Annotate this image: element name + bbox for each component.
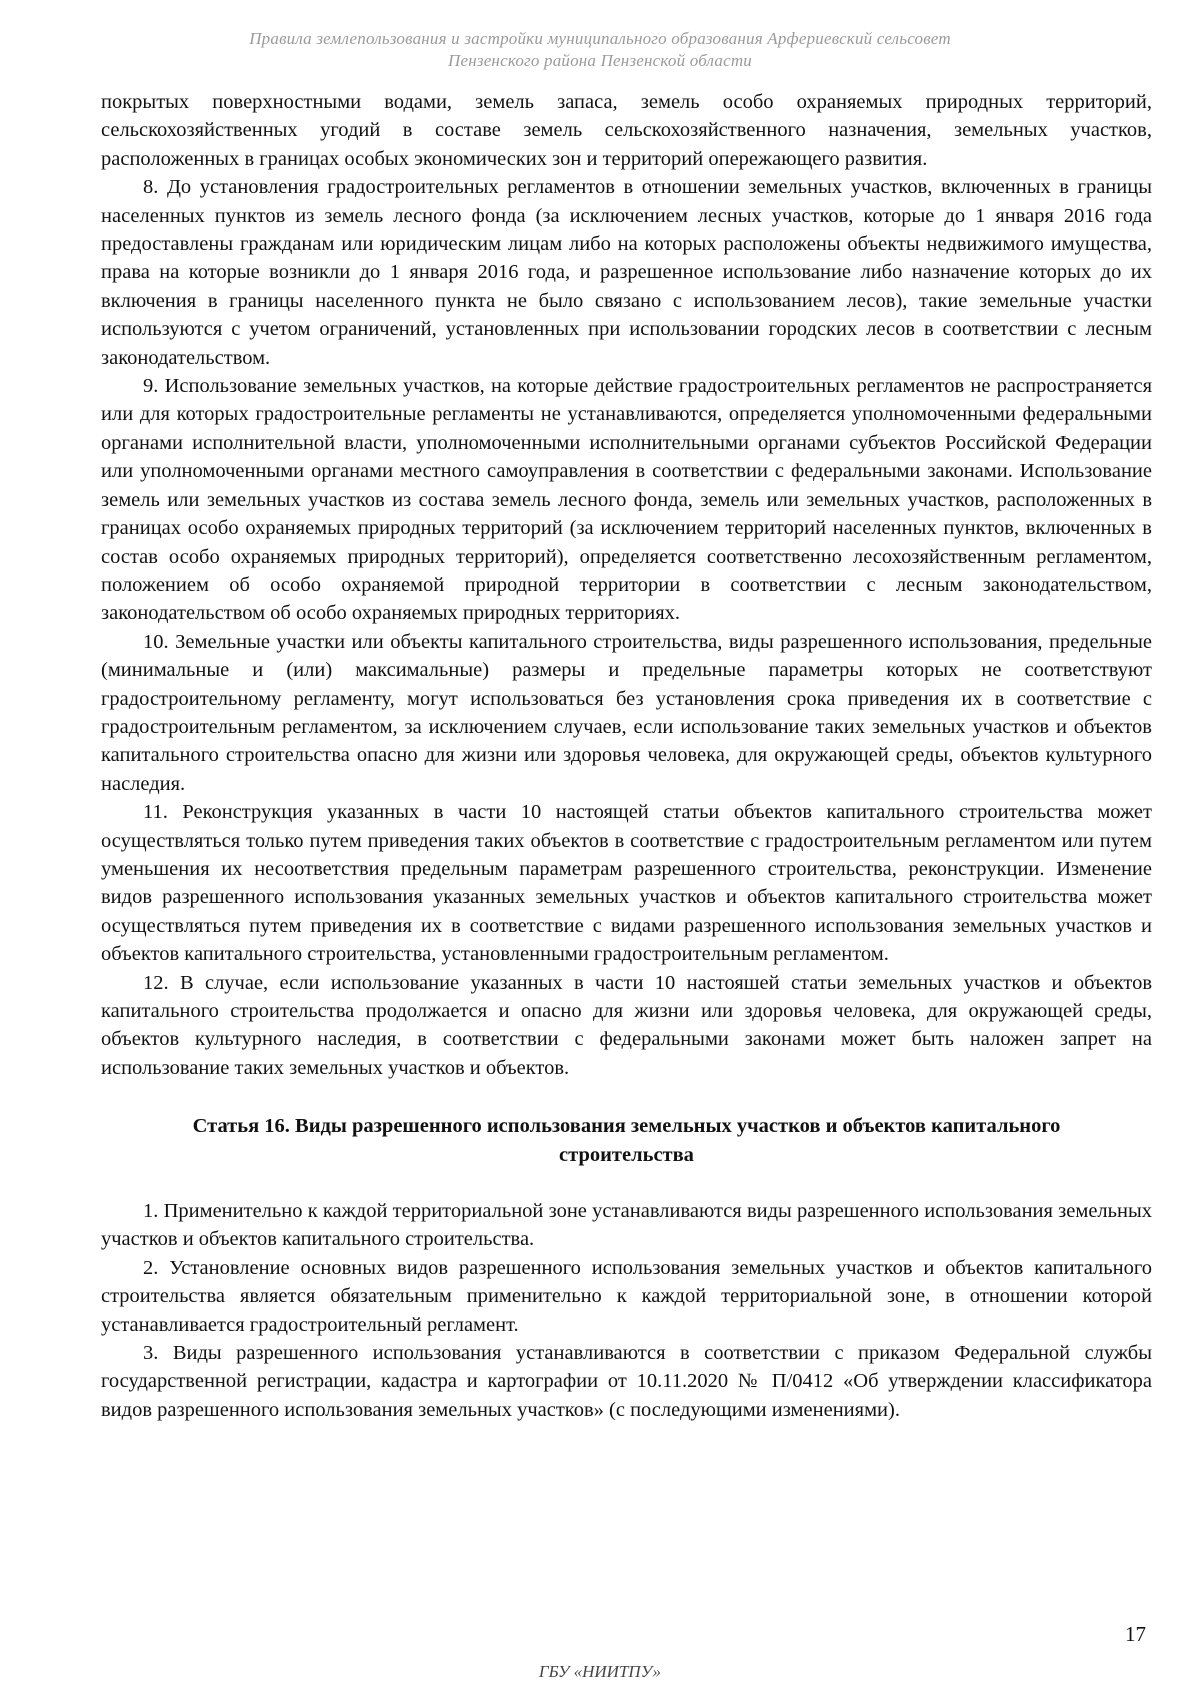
paragraph-10: 10. Земельные участки или объекты капитального строительства, виды разрешенного использования, предельные (минимальные и (или) максимальные) размеры и предельные параметры которых не соответствуют градостроительному регламенту, могут использоваться без установления срока приведения их в соответствие с градостроительным регламентом, за исключением случаев, если использование таких земельных участков и объектов капитального строительства опасно для жизни или здоровья человека, для окружающей среды, объектов культурного наследия. — [101, 630, 1152, 795]
article-16-heading: Статья 16. Виды разрешенного использования земельных участков и объектов капитального строительства — [192, 1115, 1061, 1166]
running-header — [100, 28, 1100, 72]
article-16-paragraph-1: 1. Применительно к каждой территориальной зоне устанавливаются виды разрешенного использования земельных участков и объектов капитального строительства. — [101, 1200, 1152, 1251]
article-16-paragraph-3: 3. Виды разрешенного использования устанавливаются в соответствии с приказом Федеральной службы государственной регистрации, кадастра и картографии от 10.11.2020 № П/0412 «Об утверждении классификатора видов разрешенного использования земельных участков» (с последующими изменениями). — [101, 1342, 1152, 1421]
paragraph-9: 9. Использование земельных участков, на которые действие градостроительных регламентов не распространяется или для которых градостроительные регламенты не устанавливаются, определяется уполномоченными федеральными органами исполнительной власти, уполномоченными исполнительными органами субъектов Российской Федерации или уполномоченными органами местного самоуправления в соответствии с федеральными законами. Использование земель или земельных участков из состава земель лесного фонда, земель или земельных участков, расположенных в границах особо охраняемых природных территорий (за исключением территорий населенных пунктов, включенных в состав особо охраняемых природных территорий), определяется соответственно лесохозяйственным регламентом, положением об особо охраняемой природной территории в соответствии с лесным законодательством, законодательством об особо охраняемых природных территориях. — [101, 375, 1152, 625]
paragraph-12: 12. В случае, если использование указанных в части 10 настояшей статьи земельных участков и объектов капитального строительства продолжается и опасно для жизни или здоровья человека, для окружающей среды, объектов культурного наследия, в соответствии с федеральными законами может быть наложен запрет на использование таких земельных участков и объектов. — [101, 971, 1152, 1079]
footer-organization: ГБУ «НИИТПУ» — [538, 1662, 662, 1681]
header-line-1: Правила землепользования и застройки муниципального образования Арфериевский сельсовет — [249, 29, 951, 48]
page-number: 17 — [1125, 1622, 1146, 1646]
article-16-paragraph-2: 2. Установление основных видов разрешенного использования земельных участков и объектов капитального строительства является обязательным применительно к каждой территориальной зоне, в отношении которой устанавливается градостроительный регламент. — [101, 1256, 1152, 1336]
paragraph-8: 8. До установления градостроительных регламентов в отношении земельных участков, включенных в границы населенных пунктов из земель лесного фонда (за исключением лесных участков, которые до 1 января 2016 года предоставлены гражданам или юридическим лицам либо на которых расположены объекты недвижимого имущества, права на которые возникли до 1 января 2016 года, и разрешенное использование либо назначение которых до их включения в границы населенного пункта не было связано с использованием лесов), такие земельные участки используются с учетом ограничений, установленных при использовании городских лесов в соответствии с лесным законодательством. — [101, 176, 1152, 369]
paragraph-11: 11. Реконструкция указанных в части 10 настоящей статьи объектов капитального строительства может осуществляться только путем приведения таких объектов в соответствие с градостроительным регламентом или путем уменьшения их несоответствия предельным параметрам разрешенного строительства, реконструкции. Изменение видов разрешенного использования указанных земельных участков и объектов капитального строительства может осуществляться путем приведения их в соответствие с видами разрешенного использования земельных участков и объектов капитального строительства, установленными градостроительным регламентом. — [101, 801, 1152, 966]
document-body — [101, 88, 1152, 1424]
header-line-2: Пензенского района Пензенской области — [448, 51, 752, 70]
paragraph-continued: покрытых поверхностными водами, земель запаса, земель особо охраняемых природных территорий, сельскохозяйственных угодий в составе земель сельскохозяйственного назначения, земельных участков, расположенных в границах особых экономических зон и территорий опережающего развития. — [101, 91, 1152, 170]
